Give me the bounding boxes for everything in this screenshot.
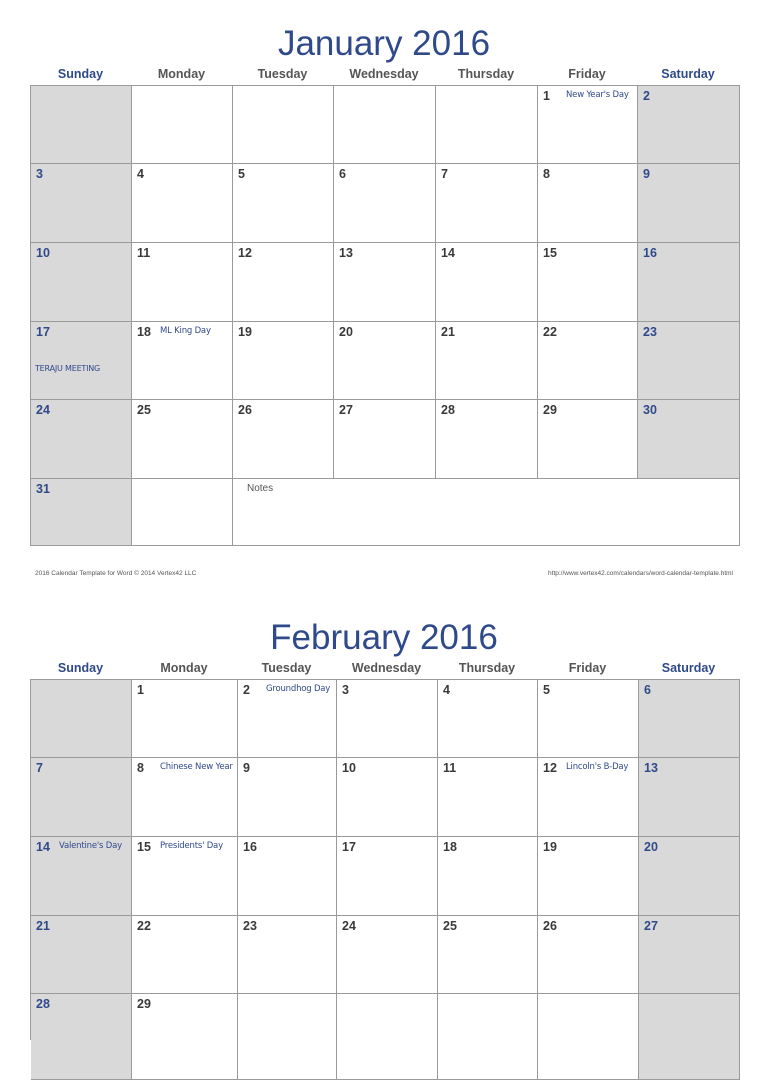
weekday-wednesday: Wednesday <box>349 67 419 81</box>
holiday-label: New Year's Day <box>566 90 629 100</box>
day-number: 12 <box>543 761 557 775</box>
day-cell-wednesday[interactable] <box>334 322 436 400</box>
day-number: 11 <box>137 246 151 260</box>
day-number: 5 <box>543 683 550 697</box>
day-cell-friday[interactable] <box>538 86 638 164</box>
day-cell-monday[interactable] <box>132 680 238 758</box>
day-number: 29 <box>137 997 151 1011</box>
day-cell-sunday[interactable] <box>31 164 132 243</box>
day-cell-saturday[interactable] <box>638 400 740 479</box>
notes-label: Notes <box>247 483 274 494</box>
day-number: 15 <box>137 840 151 854</box>
day-cell-wednesday[interactable] <box>337 758 438 837</box>
day-cell-sunday[interactable] <box>31 86 132 164</box>
day-number: 13 <box>339 246 353 260</box>
day-number: 7 <box>36 761 43 775</box>
day-number: 20 <box>339 325 353 339</box>
day-cell-saturday[interactable] <box>638 243 740 322</box>
weekday-friday: Friday <box>568 661 607 675</box>
day-number: 25 <box>443 919 457 933</box>
day-cell-wednesday[interactable] <box>334 164 436 243</box>
holiday-label: ML King Day <box>160 326 211 336</box>
day-cell-wednesday[interactable] <box>337 680 438 758</box>
day-number: 17 <box>36 325 50 339</box>
day-cell-monday[interactable] <box>132 322 233 400</box>
day-cell-thursday[interactable] <box>438 758 538 837</box>
day-number: 21 <box>36 919 50 933</box>
day-cell-sunday[interactable] <box>31 994 132 1080</box>
day-cell-monday[interactable] <box>132 164 233 243</box>
day-number: 28 <box>36 997 50 1011</box>
day-cell-monday[interactable] <box>132 916 238 994</box>
day-number: 2 <box>643 89 650 103</box>
day-cell-sunday[interactable] <box>31 243 132 322</box>
day-number: 1 <box>137 683 144 697</box>
day-cell-tuesday[interactable] <box>233 243 334 322</box>
day-cell-thursday[interactable] <box>436 322 538 400</box>
month-title: January 2016 <box>277 24 491 63</box>
holiday-label: Groundhog Day <box>266 684 331 694</box>
day-cell-saturday[interactable] <box>639 680 740 758</box>
day-cell-tuesday[interactable] <box>238 916 337 994</box>
day-number: 24 <box>36 403 50 417</box>
day-cell-friday[interactable] <box>538 837 639 916</box>
day-cell-thursday[interactable] <box>438 994 538 1080</box>
day-number: 10 <box>342 761 356 775</box>
day-cell-friday[interactable] <box>538 916 639 994</box>
day-number: 17 <box>342 840 356 854</box>
day-number: 26 <box>238 403 252 417</box>
weekday-saturday: Saturday <box>661 661 716 675</box>
day-number: 28 <box>441 403 455 417</box>
day-cell-wednesday[interactable] <box>337 916 438 994</box>
day-number: 30 <box>643 403 657 417</box>
weekday-sunday: Sunday <box>57 67 104 81</box>
calendar-grid <box>30 679 740 1040</box>
day-cell-wednesday[interactable] <box>337 837 438 916</box>
day-number: 24 <box>342 919 356 933</box>
day-cell-tuesday[interactable] <box>238 994 337 1080</box>
day-cell-friday[interactable] <box>538 994 639 1080</box>
day-cell-monday[interactable] <box>132 994 238 1080</box>
day-number: 18 <box>137 325 151 339</box>
day-number: 3 <box>342 683 349 697</box>
day-cell-saturday[interactable] <box>638 164 740 243</box>
day-cell-saturday[interactable] <box>639 758 740 837</box>
day-cell-monday[interactable] <box>132 758 238 837</box>
weekday-monday: Monday <box>160 661 208 675</box>
day-cell-thursday[interactable] <box>436 164 538 243</box>
day-cell-monday[interactable] <box>132 86 233 164</box>
footer-copyright: 2016 Calendar Template for Word © 2014 Vertex42 LLC <box>35 570 197 577</box>
day-cell-sunday[interactable] <box>31 758 132 837</box>
day-cell-thursday[interactable] <box>436 400 538 479</box>
day-number: 22 <box>137 919 151 933</box>
day-number: 11 <box>443 761 457 775</box>
day-cell-sunday[interactable] <box>31 322 132 400</box>
day-cell-tuesday[interactable] <box>233 164 334 243</box>
calendar-grid <box>30 85 740 546</box>
day-cell-monday[interactable] <box>132 400 233 479</box>
day-cell-thursday[interactable] <box>438 916 538 994</box>
day-cell-friday[interactable] <box>538 243 638 322</box>
day-cell-monday[interactable] <box>132 837 238 916</box>
day-number: 15 <box>543 246 557 260</box>
day-cell-sunday[interactable] <box>31 479 132 546</box>
day-number: 10 <box>36 246 50 260</box>
day-cell-thursday[interactable] <box>438 680 538 758</box>
day-number: 29 <box>543 403 557 417</box>
weekday-saturday: Saturday <box>661 67 715 81</box>
day-cell-thursday[interactable] <box>438 837 538 916</box>
day-cell-thursday[interactable] <box>436 86 538 164</box>
day-cell-friday[interactable] <box>538 322 638 400</box>
day-number: 14 <box>441 246 455 260</box>
day-number: 19 <box>543 840 557 854</box>
day-cell-saturday[interactable] <box>638 322 740 400</box>
day-number: 5 <box>238 167 245 181</box>
event-label: TERAJU MEETING <box>35 364 101 373</box>
day-number: 18 <box>443 840 457 854</box>
day-cell-friday[interactable] <box>538 400 638 479</box>
day-cell-wednesday[interactable] <box>334 400 436 479</box>
day-number: 23 <box>243 919 257 933</box>
day-cell-friday[interactable] <box>538 758 639 837</box>
day-number: 4 <box>443 683 450 697</box>
day-cell-monday[interactable] <box>132 479 233 546</box>
day-cell-wednesday[interactable] <box>337 994 438 1080</box>
day-cell-saturday[interactable] <box>639 994 740 1080</box>
day-number: 21 <box>441 325 455 339</box>
holiday-label: Valentine's Day <box>59 841 122 851</box>
weekday-tuesday: Tuesday <box>261 661 312 675</box>
day-cell-tuesday[interactable] <box>233 86 334 164</box>
footer-url[interactable]: http://www.vertex42.com/calendars/word-calendar-template.html <box>548 570 733 577</box>
day-cell-sunday[interactable] <box>31 916 132 994</box>
day-number: 7 <box>441 167 448 181</box>
day-cell-tuesday[interactable] <box>238 758 337 837</box>
day-number: 22 <box>543 325 557 339</box>
weekday-monday: Monday <box>157 67 206 81</box>
day-number: 27 <box>644 919 658 933</box>
month-title: February 2016 <box>270 618 498 657</box>
day-number: 2 <box>243 683 250 697</box>
day-cell-saturday[interactable] <box>639 837 740 916</box>
holiday-label: Chinese New Year <box>160 762 233 772</box>
weekday-sunday: Sunday <box>57 661 104 675</box>
day-number: 13 <box>644 761 658 775</box>
holiday-label: Presidents' Day <box>160 841 223 851</box>
holiday-label: Lincoln's B-Day <box>566 762 629 772</box>
day-cell-tuesday[interactable] <box>233 400 334 479</box>
day-cell-saturday[interactable] <box>639 916 740 994</box>
day-cell-friday[interactable] <box>538 164 638 243</box>
day-number: 16 <box>243 840 257 854</box>
day-number: 27 <box>339 403 353 417</box>
day-number: 31 <box>36 482 50 496</box>
weekday-friday: Friday <box>568 67 606 81</box>
day-cell-wednesday[interactable] <box>334 86 436 164</box>
day-number: 25 <box>137 403 151 417</box>
day-number: 23 <box>643 325 657 339</box>
day-number: 3 <box>36 167 43 181</box>
day-cell-thursday[interactable] <box>436 243 538 322</box>
day-cell-sunday[interactable] <box>31 837 132 916</box>
weekday-wednesday: Wednesday <box>351 661 422 675</box>
day-cell-friday[interactable] <box>538 680 639 758</box>
weekday-tuesday: Tuesday <box>257 67 308 81</box>
notes-area[interactable] <box>233 479 740 546</box>
day-cell-sunday[interactable] <box>31 400 132 479</box>
day-cell-tuesday[interactable] <box>238 837 337 916</box>
day-number: 8 <box>137 761 144 775</box>
day-cell-tuesday[interactable] <box>238 680 337 758</box>
day-number: 4 <box>137 167 144 181</box>
day-number: 6 <box>339 167 346 181</box>
day-number: 19 <box>238 325 252 339</box>
day-cell-tuesday[interactable] <box>233 322 334 400</box>
day-cell-monday[interactable] <box>132 243 233 322</box>
day-cell-saturday[interactable] <box>638 86 740 164</box>
day-cell-wednesday[interactable] <box>334 243 436 322</box>
weekday-thursday: Thursday <box>458 661 516 675</box>
day-number: 12 <box>238 246 252 260</box>
day-number: 16 <box>643 246 657 260</box>
day-number: 6 <box>644 683 651 697</box>
day-number: 26 <box>543 919 557 933</box>
day-number: 14 <box>36 840 50 854</box>
day-number: 9 <box>643 167 650 181</box>
day-number: 20 <box>644 840 658 854</box>
day-number: 8 <box>543 167 550 181</box>
day-number: 9 <box>243 761 250 775</box>
day-number: 1 <box>543 89 550 103</box>
day-cell-sunday[interactable] <box>31 680 132 758</box>
weekday-thursday: Thursday <box>457 67 515 81</box>
